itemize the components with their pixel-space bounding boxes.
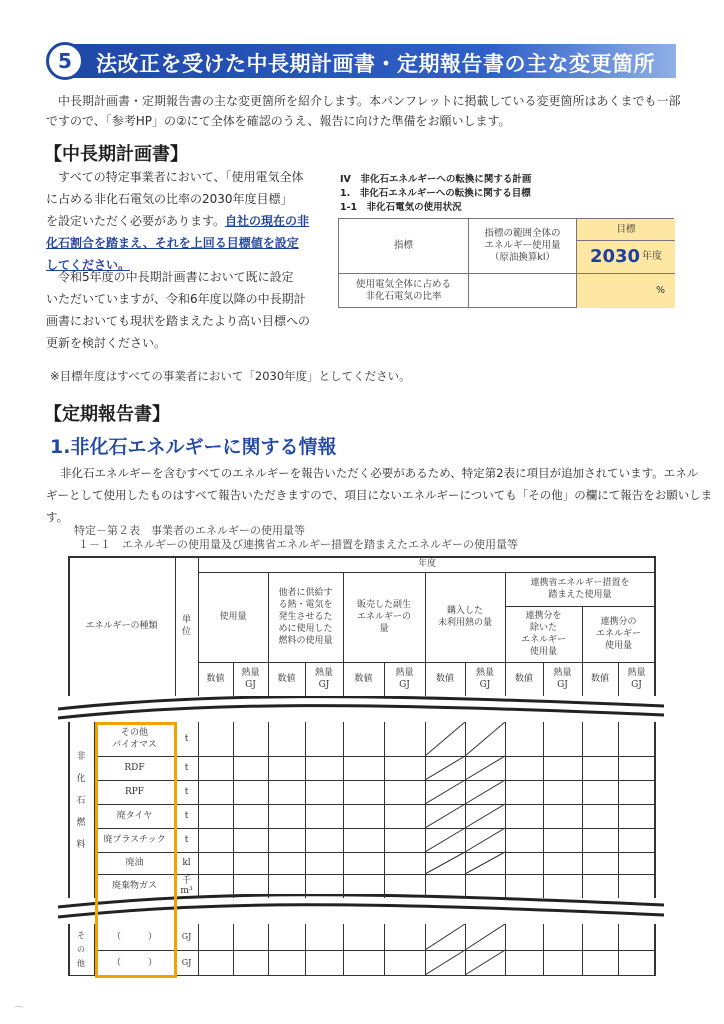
form-col-linked-measures: 連携省エネルギー措置を 踏まえた使用量 <box>530 578 630 600</box>
non-fossil-group-label: 非 化 石 燃 料 <box>76 752 86 850</box>
omission-wave-top <box>58 696 664 722</box>
midterm-emphasis-2: 化石割合を踏まえ、それを上回る目標値を設定 <box>46 236 299 250</box>
plan-form-line-3: 1-1 非化石電気の使用状況 <box>340 202 462 213</box>
row-waste-oil-unit: kl <box>182 858 191 868</box>
section-header <box>40 40 676 82</box>
row-waste-gas: 廃棄物ガス <box>111 881 157 891</box>
target-table-range-input[interactable] <box>469 274 577 308</box>
form-col-unit: 単 位 <box>181 615 191 637</box>
form-col-supply-fuel: 他者に供給す る熱・電気を 発生させるた めに使用した 燃料の使用量 <box>278 588 333 646</box>
midterm-heading: 【中長期計画書】 <box>44 144 188 165</box>
form-col-sold-byproduct: 販売した副生 エネルギーの 量 <box>356 600 411 634</box>
form-table-caption-1: 特定－第２表 事業者のエネルギーの使用量等 <box>74 524 305 537</box>
section-title: 法改正を受けた中長期計画書・定期報告書の主な変更箇所 <box>96 52 655 76</box>
row-waste-plastic: 廃プラスチック <box>103 835 166 845</box>
form-year-header: 年度 <box>417 559 436 569</box>
row-rpf-unit: t <box>184 787 189 797</box>
sub-value: 数値 <box>206 674 225 684</box>
row-other-biomass: その他 バイオマス <box>112 728 157 750</box>
other-row-2[interactable]: （ ） <box>111 957 157 968</box>
form-col-linked-part: 連携分の エネルギー 使用量 <box>595 617 641 651</box>
row-rpf: RPF <box>124 787 145 797</box>
row-waste-oil: 廃油 <box>125 858 144 868</box>
midterm-p1-line-1: すべての特定事業者において、「使用電気全体 <box>58 170 304 184</box>
periodic-subheading: 1.非化石エネルギーに関する情報 <box>50 436 337 458</box>
midterm-p1-text: を設定いただく必要があります。 <box>46 214 226 228</box>
row-waste-tire-unit: t <box>184 811 189 821</box>
midterm-emphasis-1: 自社の現在の非 <box>225 214 310 228</box>
sub-value: 数値 <box>590 674 609 684</box>
sub-value: 数値 <box>435 674 454 684</box>
target-year-note: ※目標年度はすべての事業者において「2030年度」としてください。 <box>50 369 411 383</box>
intro-line-1: 中長期計画書・定期報告書の主な変更箇所を紹介します。本パンフレットに掲載している変更箇所はあくまでも一部 <box>58 94 681 108</box>
sub-heat: 熱量 GJ <box>314 668 333 690</box>
purchased-heat-hatch <box>425 722 505 898</box>
sub-heat: 熱量 GJ <box>475 668 494 690</box>
section-number-badge: 5 <box>46 42 84 80</box>
target-table-percent-input[interactable]: % <box>577 274 675 308</box>
form-table-caption-2: １－１ エネルギーの使用量及び連携省エネルギー措置を踏まえたエネルギーの使用量等 <box>78 538 518 551</box>
other-group-label: そ の 他 <box>77 931 85 968</box>
row-rdf: RDF <box>124 763 145 773</box>
target-table-range-header: 指標の範囲全体の エネルギー使用量 （原油換算kl） <box>469 219 577 274</box>
row-rdf-unit: t <box>184 763 189 773</box>
form-table-caption <box>74 524 518 552</box>
midterm-p1-line-2: に占める非化石電気の比率の2030年度目標」 <box>46 192 293 206</box>
form-col-purchased-heat: 購入した 未利用熱の量 <box>437 606 492 628</box>
sub-value: 数値 <box>354 674 373 684</box>
row-waste-plastic-unit: t <box>184 835 189 845</box>
target-table-indicator-header: 指標 <box>339 219 469 274</box>
row-waste-gas-unit: 千 m³ <box>180 876 193 896</box>
midterm-p1-line-3 <box>46 210 309 232</box>
target-table-target-header: 目標 <box>577 219 675 241</box>
periodic-line-1: 非化石エネルギーを含むすべてのエネルギーを報告いただく必要があるため、特定第2表に項目が追加されています。エネル <box>60 466 699 480</box>
row-waste-tire: 廃タイヤ <box>116 811 153 821</box>
target-table-year-cell <box>577 241 675 274</box>
intro-line-2: ですので、「参考HP」の②にて全体を確認のうえ、報告に向けた準備をお願いします。 <box>46 114 511 128</box>
midterm-p2-line-1: 令和5年度の中長期計画書において既に設定 <box>58 270 294 284</box>
target-year: 2030 <box>589 246 641 267</box>
sub-heat: 熱量 GJ <box>395 668 414 690</box>
target-year-suffix: 年度 <box>642 251 663 262</box>
other-row-1-unit: GJ <box>181 932 192 941</box>
sub-value: 数値 <box>514 674 533 684</box>
highlight-box-energy-types <box>95 722 177 978</box>
sub-heat: 熱量 GJ <box>241 668 260 690</box>
sub-heat: 熱量 GJ <box>553 668 572 690</box>
plan-form-line-1: IV 非化石エネルギーへの転換に関する計画 <box>340 174 532 185</box>
sub-heat: 熱量 GJ <box>627 668 646 690</box>
sub-value: 数値 <box>277 674 296 684</box>
midterm-emphasis-3: してください。 <box>46 258 131 272</box>
other-row-1[interactable]: （ ） <box>111 932 157 942</box>
scan-mark: ⌒ <box>14 1007 24 1018</box>
form-col-usage: 使用量 <box>219 612 247 622</box>
target-table-row-label: 使用電気全体に占める 非化石電気の比率 <box>339 274 469 308</box>
row-other-biomass-unit: t <box>184 734 189 744</box>
other-row-2-unit: GJ <box>181 957 192 967</box>
midterm-p2-line-4: 更新を検討ください。 <box>46 336 167 350</box>
other-rows-hatch <box>425 924 505 976</box>
plan-form-line-2: 1. 非化石エネルギーへの転換に関する目標 <box>340 188 531 199</box>
form-col-energy-type: エネルギーの種類 <box>85 621 158 631</box>
periodic-heading: 【定期報告書】 <box>44 404 170 425</box>
form-col-linked-excluded: 連携分を 除いた エネルギー 使用量 <box>520 611 566 657</box>
periodic-line-2: ギーとして使用したものはすべて報告いただきますので、項目にないエネルギーについても「その他」の欄にて報告をお願いします。 <box>46 488 713 524</box>
midterm-p2-line-2: いただいていますが、令和6年度以降の中長期計 <box>46 292 306 306</box>
plan-form-heading <box>340 173 531 215</box>
midterm-p2-line-3: 画書においても現状を踏まえたより高い目標への <box>46 314 311 328</box>
target-table <box>338 218 674 308</box>
